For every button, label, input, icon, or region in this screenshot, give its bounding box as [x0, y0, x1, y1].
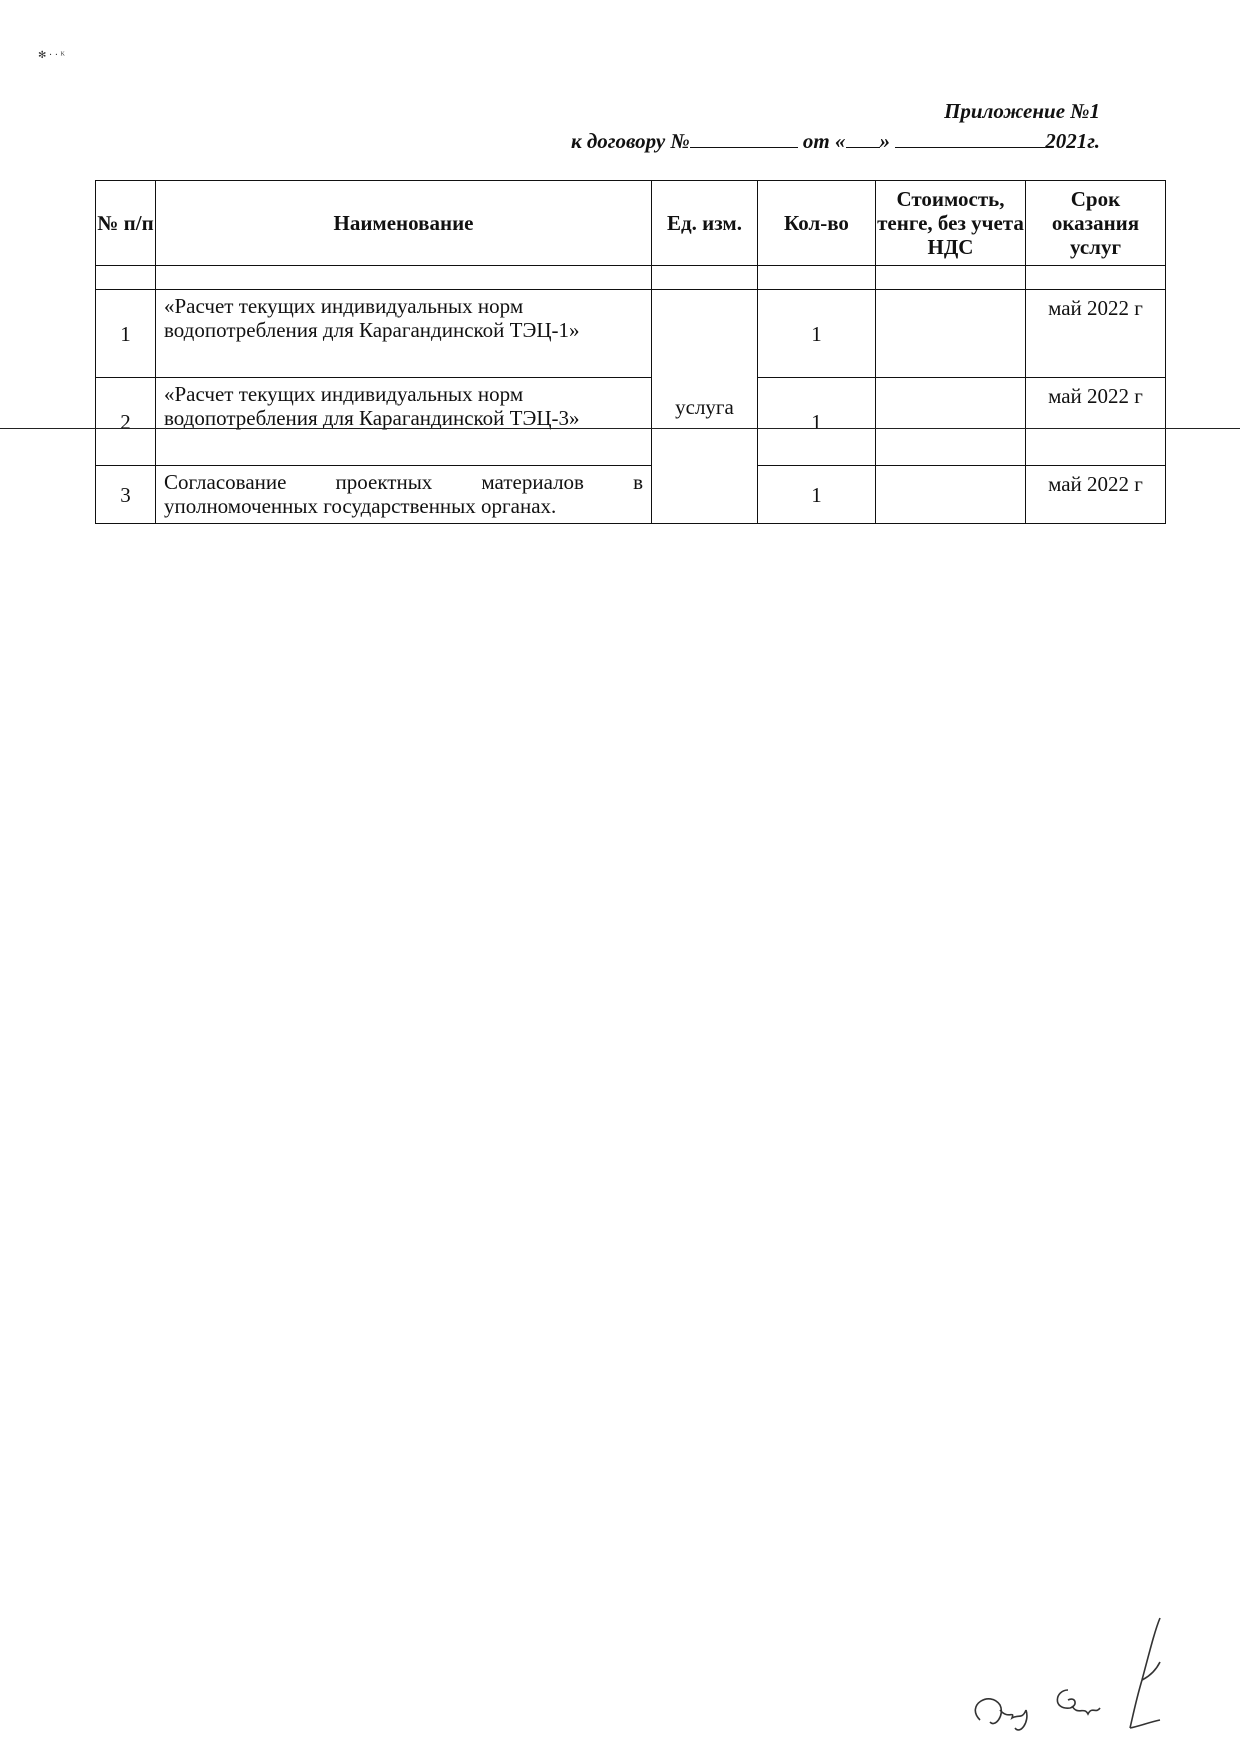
- row-name: Согласование проектных материалов в уполномоченных государственных органах.: [156, 466, 652, 524]
- col-header-cost: Стоимость, тенге, без учета НДС: [876, 181, 1026, 266]
- services-table: [95, 180, 1166, 524]
- row-name: «Расчет текущих индивидуальных норм водопотребления для Карагандинской ТЭЦ-1»: [156, 290, 652, 378]
- table-row: [96, 466, 1166, 524]
- empty-cell: [758, 266, 876, 290]
- row-number: 1: [96, 290, 156, 378]
- month-blank: [895, 129, 1045, 148]
- col-header-number: № п/п: [96, 181, 156, 266]
- empty-cell: [1026, 266, 1166, 290]
- empty-cell: [96, 266, 156, 290]
- contract-reference: [490, 126, 1100, 156]
- col-header-term: Срок оказания услуг: [1026, 181, 1166, 266]
- document-header: [490, 96, 1100, 156]
- appendix-title: Приложение №1: [944, 99, 1100, 123]
- table-header-row: [96, 181, 1166, 266]
- empty-cell: [652, 266, 758, 290]
- year-suffix: 2021г.: [1045, 129, 1100, 153]
- row-term: май 2022 г: [1026, 290, 1166, 378]
- unit-cell: услуга: [652, 290, 758, 524]
- scan-speck: ✻ · · ᴷ: [38, 50, 66, 61]
- table-row: [96, 290, 1166, 378]
- row-name: «Расчет текущих индивидуальных норм водопотребления для Карагандинской ТЭЦ-3»: [156, 378, 652, 466]
- contract-prefix: к договору №: [570, 129, 690, 153]
- table-empty-row: [96, 266, 1166, 290]
- col-header-quantity: Кол-во: [758, 181, 876, 266]
- col-header-name: Наименование: [156, 181, 652, 266]
- empty-cell: [156, 266, 652, 290]
- signature: [960, 1610, 1190, 1740]
- empty-cell: [876, 266, 1026, 290]
- row-term: май 2022 г: [1026, 466, 1166, 524]
- row-cost: [876, 290, 1026, 378]
- row-quantity: 1: [758, 378, 876, 466]
- row-term: май 2022 г: [1026, 378, 1166, 466]
- day-close: »: [879, 129, 891, 153]
- row-cost: [876, 378, 1026, 466]
- contract-number-blank: [690, 129, 798, 148]
- table-row: [96, 378, 1166, 466]
- row-cost: [876, 466, 1026, 524]
- day-blank: [846, 129, 880, 148]
- scan-line: [0, 428, 1240, 429]
- row-quantity: 1: [758, 466, 876, 524]
- row-number: 3: [96, 466, 156, 524]
- from-label: от «: [802, 129, 846, 153]
- col-header-unit: Ед. изм.: [652, 181, 758, 266]
- row-number: 2: [96, 378, 156, 466]
- row-quantity: 1: [758, 290, 876, 378]
